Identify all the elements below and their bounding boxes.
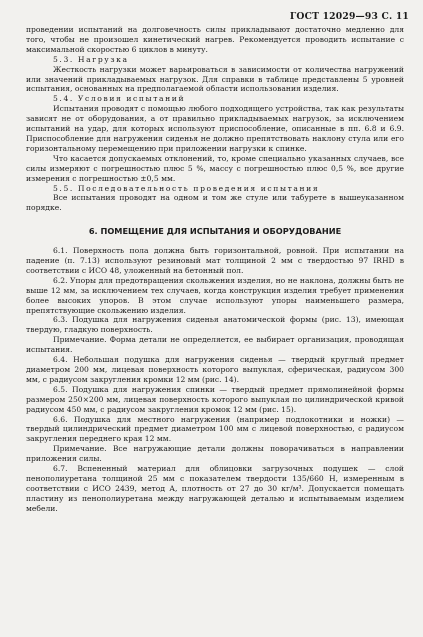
paragraph-6-7: 6.7. Вспененный материал для облицовки загрузочных подушек — слой пенополиуретана толщиной 25 мм с показателем твердости 135/660 Н, измеренным в соответствии с ИСО 2439, метод А, плотность от 27 до 30 кг/м³. Допускается помещать пластину из пенополиуретана между нагружающей деталью и испытываемым изделием мебели. (26, 464, 404, 513)
paragraph: Испытания проводят с помощью любого подходящего устройства, так как результаты зависят не от оборудования, а от правильно прикладываемых нагрузок, за исключением испытаний на удар, для которых используют приспособление, описанные в пп. 6.8 и 6.9. Приспособление для нагружения сиденья не должно препятствовать наклону стула или его горизонтальному перемещению при приложении нагрузки к спинке. (26, 104, 404, 153)
page-content (26, 25, 404, 514)
section-title-6: 6. ПОМЕЩЕНИЕ ДЛЯ ИСПЫТАНИЯ И ОБОРУДОВАНИЕ (88, 226, 342, 237)
paragraph-6-3: 6.3. Подушка для нагружения сиденья анатомической формы (рис. 13), имеющая твердую, гладкую поверхность. (26, 315, 404, 335)
paragraph-6-1: 6.1. Поверхность пола должна быть горизонтальной, ровной. При испытании на падение (п. 7.13) используют резиновый мат толщиной 2 мм с твердостью 97 IRHD в соответствии с ИСО 48, уложенный на бетонный пол. (26, 246, 404, 275)
paragraph-6-4: 6.4. Небольшая подушка для нагружения сиденья — твердый круглый предмет диаметром 200 мм, лицевая поверхность которого выпуклая, сферическая, радиусом 300 мм, с радиусом закругления кромки 12 мм (рис. 14). (26, 355, 404, 384)
section-heading-5-5: 5.5. Последовательность проведения испытания (53, 183, 320, 193)
paragraph-6-5: 6.5. Подушка для нагружения спинки — твердый предмет прямолинейной формы размером 250×200 мм, лицевая поверхность которого выпуклая по цилиндрической кривой радиусом 450 мм, с радиусом закругления кромок 12 мм (рис. 15). (26, 384, 404, 414)
note-paragraph: Примечание. Все нагружающие детали должны поворачиваться в направлении приложения силы. (26, 444, 404, 464)
paragraph: проведении испытаний на долговечность силы прикладывают достаточно медленно для того, чтобы не произошел кинетический нагрев. Рекомендуется проводить испытание с максимальной скоростью 6 циклов в минуту. (26, 25, 404, 54)
paragraph: Жесткость нагрузки может варьироваться в зависимости от количества нагружений или значений прикладываемых нагрузок. Для справки в таблице представлены 5 уровней испытания, основанных на предполагаемой области использования изделия. (26, 64, 404, 94)
page-header: ГОСТ 12029—93 С. 11 (289, 11, 409, 22)
paragraph: Все испытания проводят на одном и том же стуле или табурете в вышеуказанном порядке. (26, 193, 404, 213)
paragraph-6-6: 6.6. Подушка для местного нагружения (например подлокотники и ножки) — твердый цилиндрический предмет диаметром 100 мм с лицевой поверхностью, с радиусом закругления переднего края 12 мм. (26, 414, 404, 444)
paragraph: Что касается допускаемых отклонений, то, кроме специально указанных случаев, все силы измеряют с погрешностью плюс 5 %, массу с погрешностью плюс 0,5 %, все другие измерения с погрешностью ±0,5 мм. (26, 153, 404, 183)
section-heading-5-4: 5.4. Условия испытаний (53, 94, 186, 104)
section-heading-5-3: 5.3. Нагрузка (53, 54, 129, 64)
paragraph-6-2: 6.2. Упоры для предотвращения скольжения изделия, но не наклона, должны быть не выше 12 мм, за исключением тех случаев, когда конструкция изделия требует применения более высоких упоров. В этом случае используют упоры наименьшего размера, препятствующие скольжению изделия. (26, 275, 404, 315)
note-paragraph: Примечание. Форма детали не определяется, ее выбирает организация, проводящая испытания. (26, 335, 404, 355)
